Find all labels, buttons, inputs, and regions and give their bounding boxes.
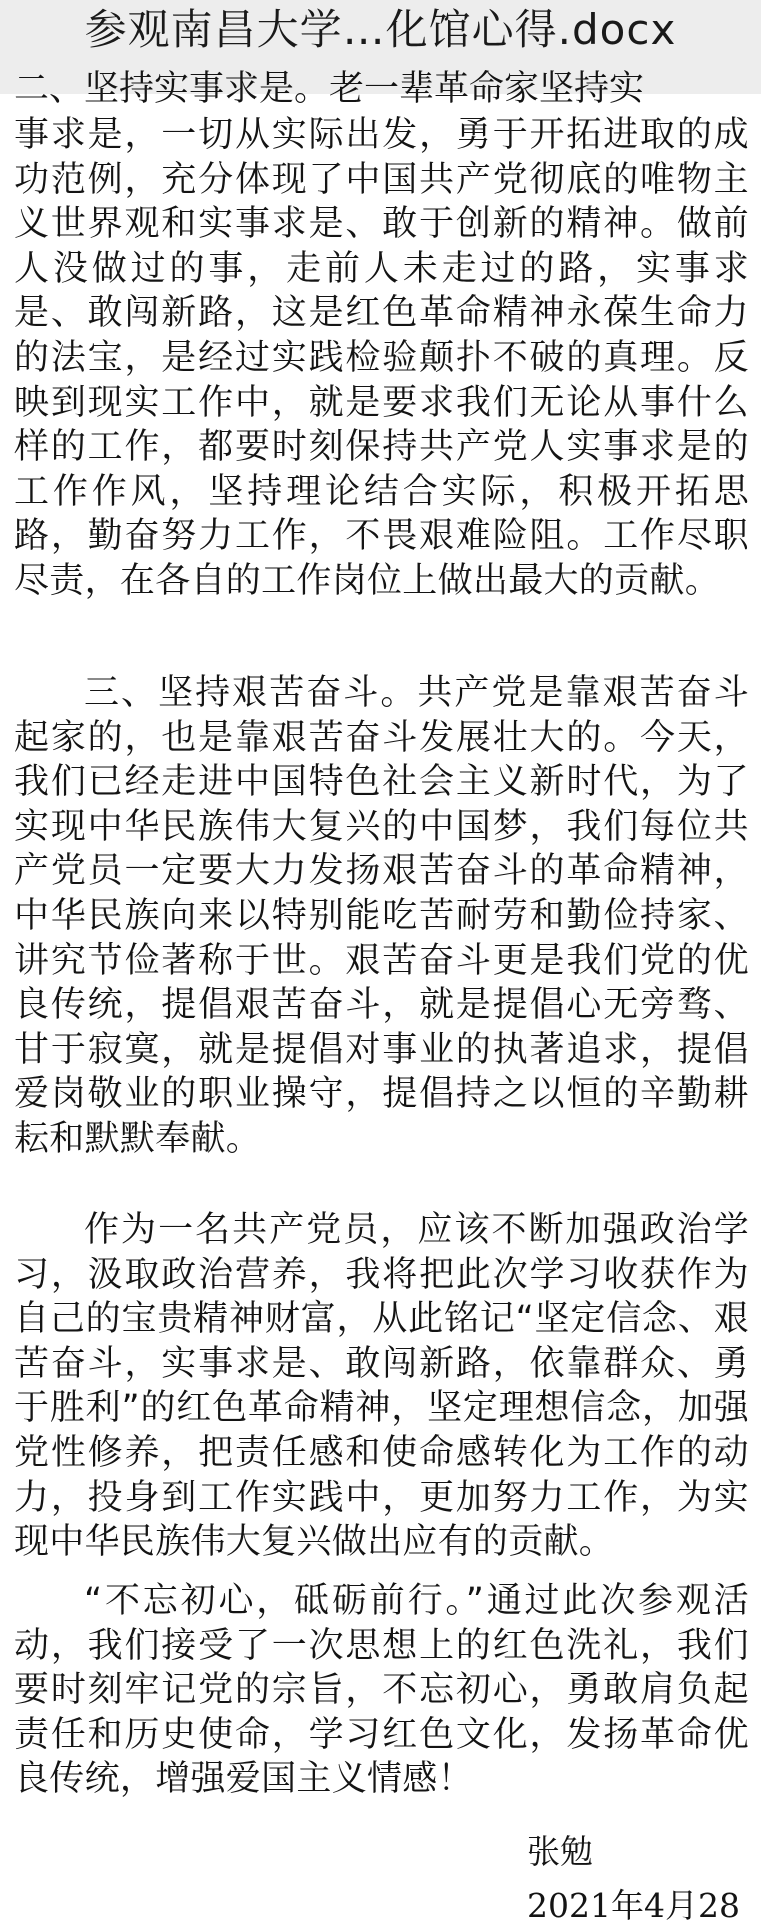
document-file-title: 参观南昌大学…化馆心得.docx: [84, 5, 677, 54]
clipped-top-line: [14, 69, 749, 113]
paragraph-party-member: 作为一名共产党员，应该不断加强政治学习，汲取政治营养，我将把此次学习收获作为自己的宝贵精神财富，从此铭记“坚定信念、艰苦奋斗，实事求是、敢闯新路，依靠群众、勇于胜利”的红色革命精神，坚定理想信念，加强党性修养，把责任感和使命感转化为工作的动力，投身到工作实践中，更加努力工作，为实现中华民族伟大复兴做出应有的贡献。: [14, 1210, 749, 1563]
document-body[interactable]: [14, 69, 749, 1932]
paragraph-conclusion: “不忘初心，砥砺前行。”通过此次参观活动，我们接受了一次思想上的红色洗礼，我们要时刻牢记党的宗旨，不忘初心，勇敢肩负起责任和历史使命，学习红色文化，发扬革命优良传统，增强爱国主义情感！: [14, 1581, 749, 1800]
clipped-top-line-text: 二、坚持实事求是。老一辈革命家坚持实: [14, 69, 645, 109]
document-date: 2021年4月28: [527, 1886, 740, 1925]
author-signature: 张勉: [527, 1832, 593, 1871]
paragraph-seek-truth: 事求是，一切从实际出发，勇于开拓进取的成功范例，充分体现了中国共产党彻底的唯物主义世界观和实事求是、敢于创新的精神。做前人没做过的事，走前人未走过的路，实事求是、敢闯新路，这是红色革命精神永葆生命力的法宝，是经过实践检验颠扑不破的真理。反映到现实工作中，就是要求我们无论从事什么样的工作，都要时刻保持共产党人实事求是的工作作风，坚持理论结合实际，积极开拓思路，勤奋努力工作，不畏艰难险阻。工作尽职尽责，在各自的工作岗位上做出最大的贡献。: [14, 115, 749, 601]
paragraph-hard-work: 三、坚持艰苦奋斗。共产党是靠艰苦奋斗起家的，也是靠艰苦奋斗发展壮大的。今天，我们已经走进中国特色社会主义新时代，为了实现中华民族伟大复兴的中国梦，我们每位共产党员一定要大力发扬艰苦奋斗的革命精神，中华民族向来以特别能吃苦耐劳和勤俭持家、讲究节俭著称于世。艰苦奋斗更是我们党的优良传统，提倡艰苦奋斗，就是提倡心无旁骛、甘于寂寞，就是提倡对事业的执著追求，提倡爱岗敬业的职业操守，提倡持之以恒的辛勤耕耘和默默奉献。: [14, 673, 749, 1159]
